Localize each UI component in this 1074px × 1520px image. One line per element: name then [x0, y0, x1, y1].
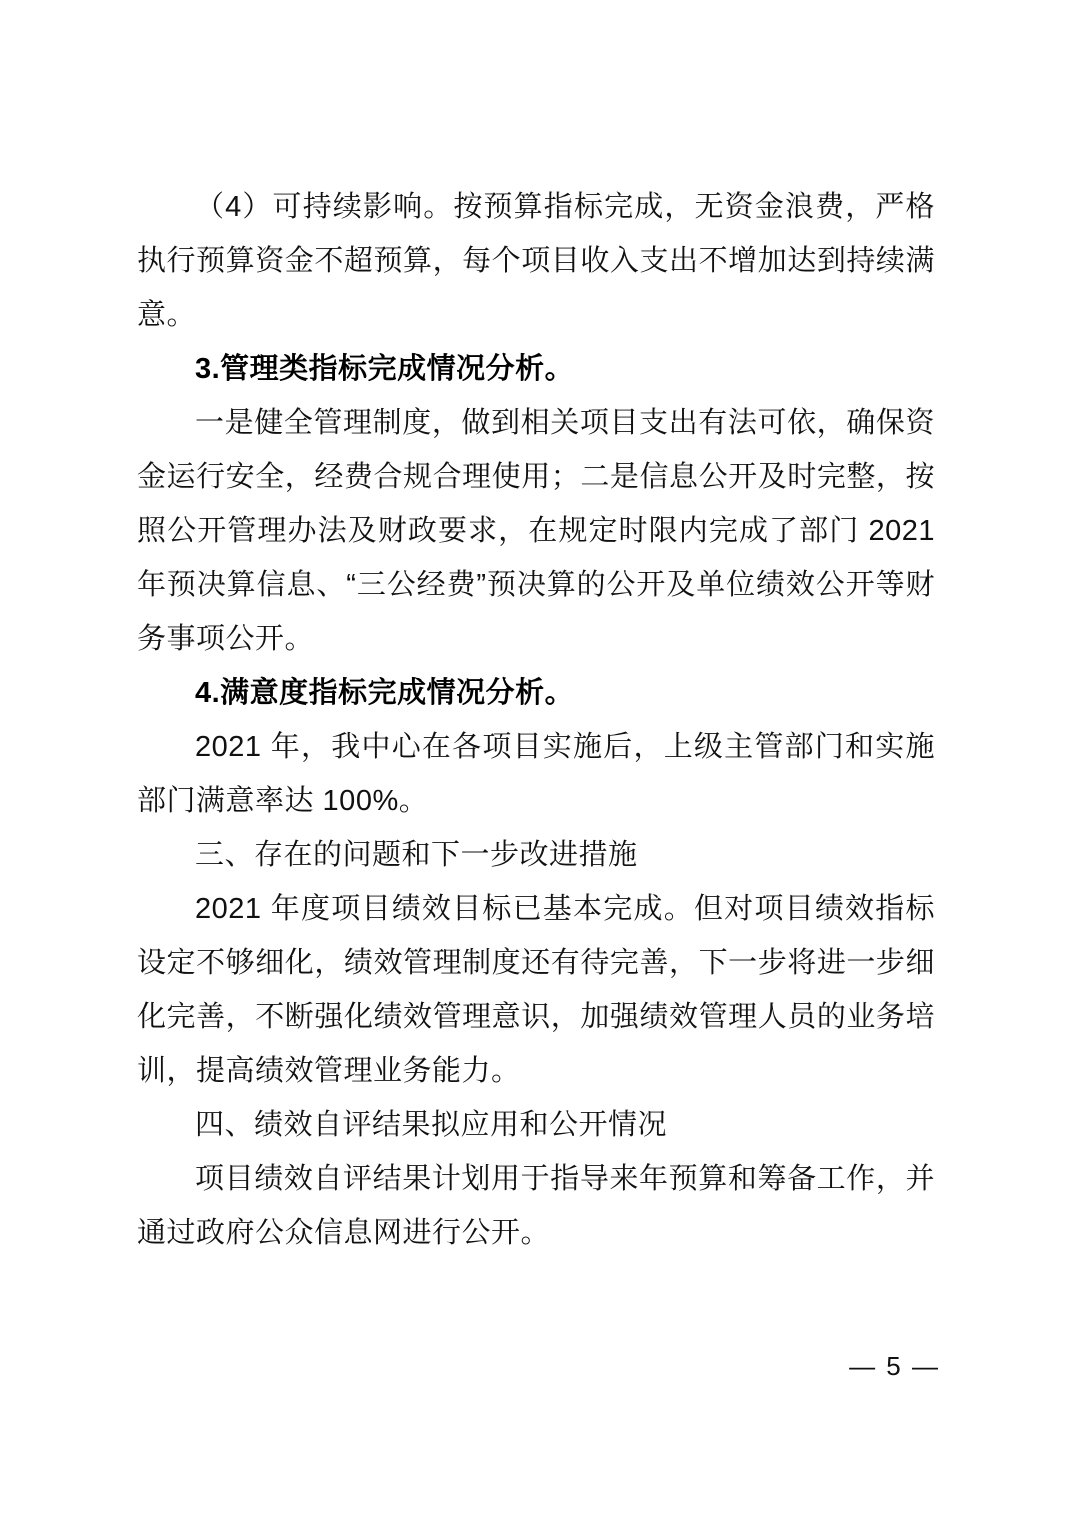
paragraph-result-application-detail: 项目绩效自评结果计划用于指导来年预算和筹备工作，并通过政府公众信息网进行公开。 — [137, 1163, 935, 1249]
heading-management-indicators-analysis: 3.管理类指标完成情况分析。 — [195, 353, 575, 385]
heading-problems-and-improvements: 三、存在的问题和下一步改进措施 — [195, 839, 638, 871]
paragraph-management-indicators-detail: 一是健全管理制度，做到相关项目支出有法可依，确保资金运行安全，经费合规合理使用；二是信息公开及时完整，按照公开管理办法及财政要求，在规定时限内完成了部门 2021 年预决算信息、“三公经费”预决算的公开及单位绩效公开等财务事项公开。 — [137, 407, 935, 655]
page-number: — 5 — — [849, 1351, 940, 1381]
paragraph-problems-and-improvements-detail: 2021 年度项目绩效目标已基本完成。但对项目绩效指标设定不够细化，绩效管理制度还有待完善，下一步将进一步细化完善，不断强化绩效管理意识，加强绩效管理人员的业务培训，提高绩效管理业务能力。 — [137, 893, 935, 1087]
paragraph-satisfaction-rate: 2021 年，我中心在各项目实施后，上级主管部门和实施部门满意率达 100%。 — [137, 731, 935, 817]
document-page — [137, 180, 935, 1260]
paragraph-sustainable-impact: （4）可持续影响。按预算指标完成，无资金浪费，严格执行预算资金不超预算，每个项目收入支出不增加达到持续满意。 — [137, 191, 935, 331]
heading-satisfaction-indicators-analysis: 4.满意度指标完成情况分析。 — [195, 677, 575, 709]
heading-result-application-disclosure: 四、绩效自评结果拟应用和公开情况 — [195, 1109, 668, 1141]
